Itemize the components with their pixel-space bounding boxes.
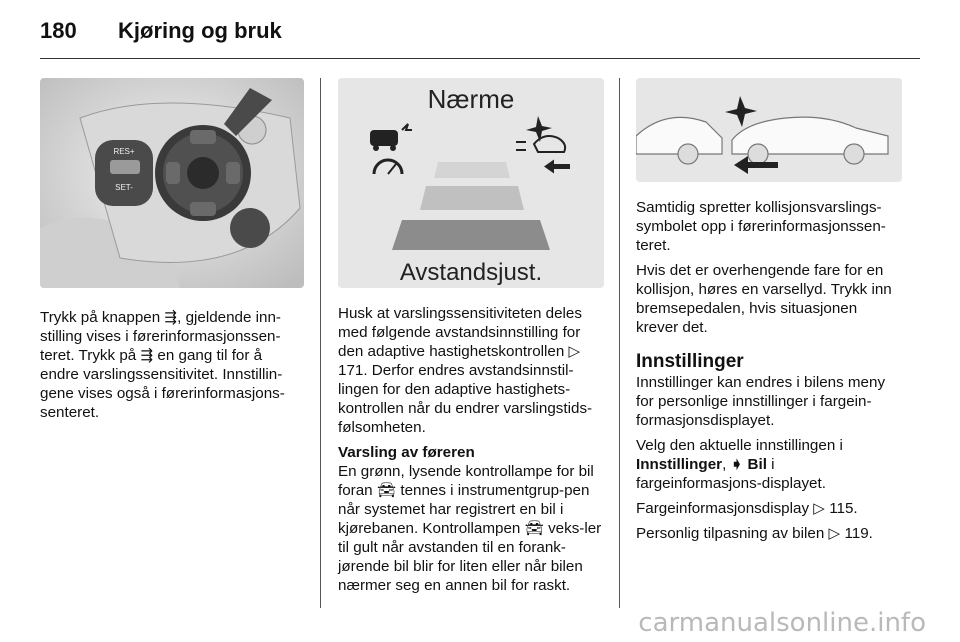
column-2	[338, 78, 604, 601]
distance-bar-3	[392, 220, 550, 250]
col2-paragraph-1: Husk at varslingssensitiviteten deles med følgende avstandsinnstilling for den adaptive hastighetskontrollen ▷ 171. Derfor endres avstandsinnstil-lingen for den adaptive hastighets-kontrollen når du endrer varslingstids-følsomheten.	[338, 305, 593, 436]
page-header	[40, 14, 920, 59]
arrow-right-icon: ➧	[730, 456, 744, 473]
col3-paragraph-2: Hvis det er overhengende fare for en kollisjon, høres en varsellyd. Trykk inn bremsepedalen, hvis situasjonen krever det.	[636, 262, 892, 336]
col3-paragraph-5: Fargeinformasjonsdisplay ▷ 115.	[636, 500, 858, 517]
res-label: RES+	[113, 147, 135, 156]
reference-arrow-icon: ▷	[813, 500, 825, 517]
collision-figure	[636, 78, 902, 182]
chapter-title: Kjøring og bruk	[118, 18, 282, 43]
col3-paragraph-6: Personlig tilpasning av bilen ▷ 119.	[636, 525, 873, 542]
column-divider	[619, 78, 620, 608]
reference-arrow-icon: ▷	[568, 343, 581, 360]
col1-paragraph: Trykk på knappen ⇶, gjeldende inn-stilling vises i førerinformasjonssen-teret. Trykk på ⇶ en gang til for å endre varslingssensitivitet. Innstillin-gene vises også i førerinformasjons-senteret.	[40, 309, 285, 421]
vehicle-ahead-icon: 🚘︎	[524, 520, 544, 537]
distance-button-icon: ⇶	[164, 309, 178, 326]
set-label: SET-	[115, 183, 133, 192]
col3-paragraph-1: Samtidig spretter kollisjonsvarslings-symbolet opp i førerinformasjonssen-teret.	[636, 199, 886, 254]
column-1	[40, 78, 304, 428]
display-figure	[338, 78, 604, 288]
page-number: 180	[40, 18, 77, 43]
display-subtitle: Avstandsjust.	[399, 259, 543, 286]
col3-paragraph-3: Innstillinger kan endres i bilens meny for personlige innstillinger i fargein-formasjonsdisplayet.	[636, 374, 886, 429]
distance-bar-1	[434, 162, 510, 178]
col2-paragraph-2: En grønn, lysende kontrollampe for bil foran 🚘︎ tennes i instrumentgrup-pen når systemet har registrert en bil i kjørebanen. Kontrollampen 🚘︎ veks-ler til gult når avstanden til en forank-jørende bil blir for liten eller når bilen nærmer seg en annen bil for raskt.	[338, 463, 602, 594]
column-3	[636, 78, 902, 549]
column-divider	[320, 78, 321, 608]
col2-heading: Varsling av føreren	[338, 444, 475, 461]
steering-wheel-figure	[40, 78, 304, 288]
watermark: carmanualsonline.info	[638, 608, 926, 638]
distance-bar-2	[420, 186, 524, 210]
vehicle-ahead-icon: 🚘︎	[376, 482, 397, 499]
col3-heading: Innstillinger	[636, 351, 744, 372]
display-title: Nærme	[427, 84, 515, 114]
col3-paragraph-4: Velg den aktuelle innstillingen i Innstillinger, ➧ Bil i fargeinformasjons-displayet.	[636, 437, 843, 492]
distance-button-icon: ⇶	[140, 347, 154, 364]
reference-arrow-icon: ▷	[828, 525, 841, 542]
